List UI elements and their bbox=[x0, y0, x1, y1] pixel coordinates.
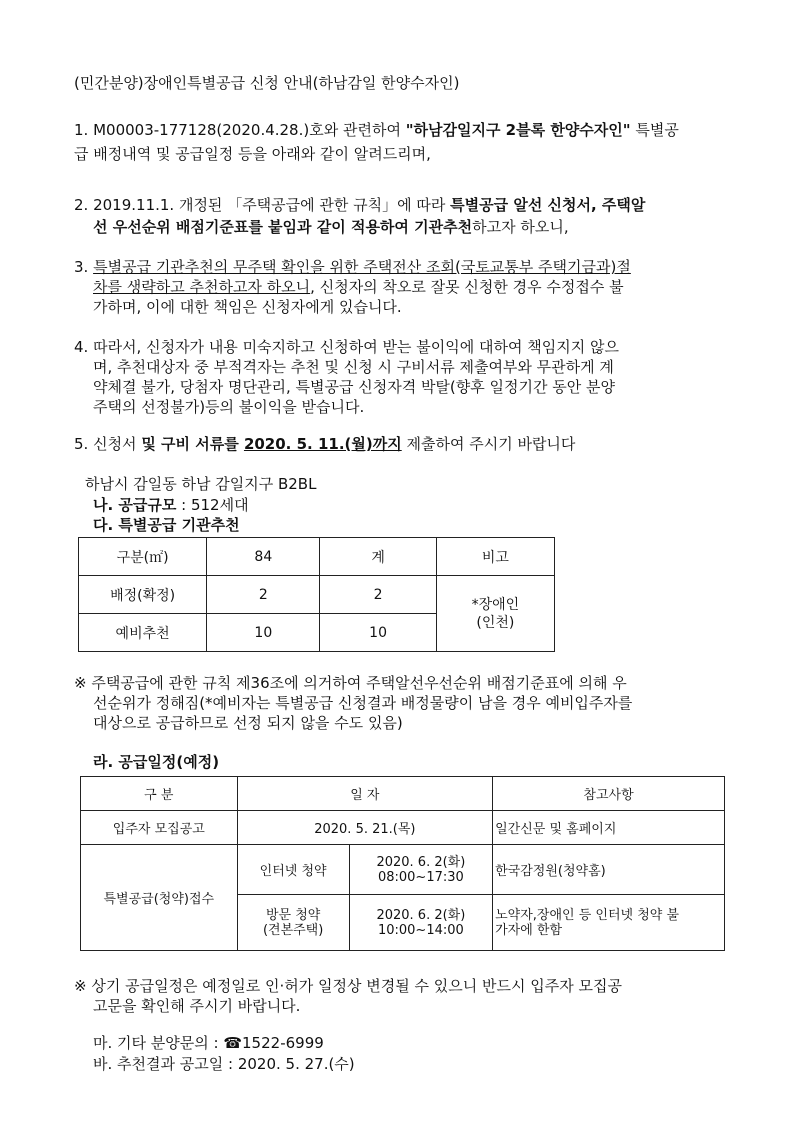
paragraph-3-line-3: 가하며, 이에 대한 책임은 신청자에게 있습니다. bbox=[93, 298, 402, 316]
paragraph-2-line-2: 선 우선순위 배점기준표를 붙임과 같이 적용하여 기관추천하고자 하오니, bbox=[93, 218, 569, 236]
supply-scale: 나. 공급규모 : 512세대 bbox=[93, 496, 249, 514]
special-supply-group: 특별공급(청약)접수 bbox=[81, 845, 238, 951]
header-reference: 참고사항 bbox=[493, 777, 725, 811]
section-supply-schedule: 라. 공급일정(예정) bbox=[93, 753, 220, 771]
header-date: 일 자 bbox=[237, 777, 492, 811]
note-schedule-line-2: 고문을 확인해 주시기 바랍니다. bbox=[93, 997, 301, 1015]
contact-line: 마. 기타 분양문의 : ☎1522-6999 bbox=[93, 1034, 324, 1052]
header-total: 계 bbox=[320, 538, 436, 576]
phone-icon: ☎ bbox=[223, 1034, 243, 1052]
table-row: 방문 청약 (견본주택) 2020. 6. 2(화) 10:00~14:00 노약자,장애인 등 인터넷 청약 불 가자에 한함 bbox=[81, 895, 725, 951]
table-row: 입주자 모집공고 2020. 5. 21.(목) 일간신문 및 홈페이지 bbox=[81, 811, 725, 845]
paragraph-5: 5. 신청서 및 구비 서류를 2020. 5. 11.(월)까지 제출하여 주시기 바랍니다 bbox=[74, 435, 576, 453]
header-84: 84 bbox=[207, 538, 320, 576]
note-schedule: ※ 상기 공급일정은 예정일로 인·허가 일정상 변경될 수 있으니 반드시 입주자 모집공 bbox=[74, 977, 622, 995]
allocation-table bbox=[78, 537, 555, 652]
location: 하남시 감일동 하남 감일지구 B2BL bbox=[85, 475, 317, 493]
section-agency-recommendation: 다. 특별공급 기관추천 bbox=[93, 516, 240, 534]
table-row: 배정(확정) 2 2 *장애인 (인천) bbox=[79, 576, 555, 614]
page-title: (민간분양)장애인특별공급 신청 안내(하남감일 한양수자인) bbox=[74, 74, 460, 92]
schedule-table bbox=[80, 776, 725, 951]
remarks-note: *장애인 (인천) bbox=[436, 576, 554, 652]
phone-number: 1522-6999 bbox=[242, 1034, 324, 1052]
note-priority-line-3: 대상으로 공급하므로 선정 되지 않을 수도 있음) bbox=[93, 714, 403, 732]
note-priority-line-2: 선순위가 정해짐(*예비자는 특별공급 신청결과 배정물량이 남을 경우 예비입주자를 bbox=[93, 694, 633, 712]
table-row: 특별공급(청약)접수 인터넷 청약 2020. 6. 2(화) 08:00~17:30 한국감정원(청약홈) bbox=[81, 845, 725, 895]
paragraph-1: 1. M00003-177128(2020.4.28.)호와 관련하여 "하남감일지구 2블록 한양수자인" 특별공 bbox=[74, 121, 679, 139]
paragraph-1-line-2: 급 배정내역 및 공급일정 등을 아래와 같이 알려드리며, bbox=[74, 145, 431, 163]
header-category: 구분(㎡) bbox=[79, 538, 207, 576]
paragraph-4: 4. 따라서, 신청자가 내용 미숙지하고 신청하여 받는 불이익에 대하여 책임지지 않으 bbox=[74, 338, 619, 356]
paragraph-4-line-2: 며, 추천대상자 중 부적격자는 추천 및 신청 시 구비서류 제출여부와 무관하게 계 bbox=[93, 358, 614, 376]
header-division: 구 분 bbox=[81, 777, 238, 811]
paragraph-2: 2. 2019.11.1. 개정된 「주택공급에 관한 규칙」에 따라 특별공급 알선 신청서, 주택알 bbox=[74, 196, 646, 214]
header-remarks: 비고 bbox=[436, 538, 554, 576]
note-priority: ※ 주택공급에 관한 규칙 제36조에 의거하여 주택알선우선순위 배점기준표에 의해 우 bbox=[74, 674, 627, 692]
paragraph-3: 3. 특별공급 기관추천의 무주택 확인을 위한 주택전산 조회(국토교통부 주택기금과)절 bbox=[74, 258, 631, 276]
result-announcement: 바. 추천결과 공고일 : 2020. 5. 27.(수) bbox=[93, 1055, 355, 1073]
paragraph-4-line-4: 주택의 선정불가)등의 불이익을 받습니다. bbox=[93, 398, 365, 416]
paragraph-4-line-3: 약체결 불가, 당첨자 명단관리, 특별공급 신청자격 박탈(향후 일정기간 동안 분양 bbox=[93, 378, 615, 396]
paragraph-3-line-2: 차를 생략하고 추천하고자 하오니, 신청자의 착오로 잘못 신청한 경우 수정접수 불 bbox=[93, 278, 624, 296]
table-row: 예비추천 10 10 bbox=[79, 614, 555, 652]
